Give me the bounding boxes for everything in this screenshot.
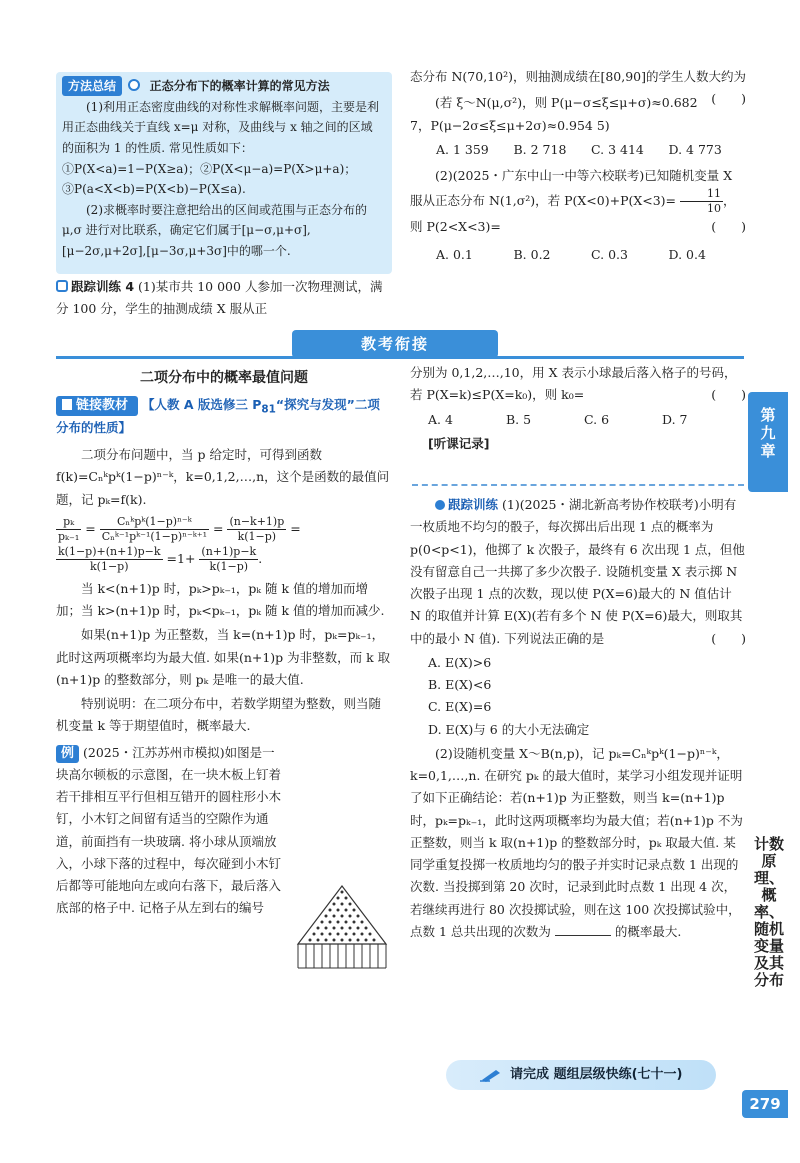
training-q1-option-c: C. E(X)=6 — [428, 699, 492, 715]
training-q2-b: 的概率最大. — [614, 923, 682, 939]
answer-blank[interactable] — [555, 923, 611, 936]
training-q1-option-d: D. E(X)与 6 的大小无法确定 — [428, 721, 590, 737]
lecture-notes-label: [听课记录] — [428, 435, 490, 451]
training-label: 跟踪训练 — [448, 497, 499, 512]
example-option-d: D. 7 — [662, 411, 688, 427]
link-ref-a: 【人教 A 版选修三 P — [142, 396, 262, 412]
training-q1-paren: ( ) — [711, 630, 746, 646]
q1-paren: ( ) — [711, 91, 746, 107]
method-summary-heading — [62, 76, 384, 97]
method-summary-p2: (2)求概率时要注意把给出的区间或范围与正态分布的 μ,σ 进行对比联系，确定它们属于[μ−σ,μ+σ],[μ−2σ,μ+2σ],[μ−3σ,μ+3σ]中的哪一个. — [62, 202, 368, 258]
pen-icon — [480, 1068, 502, 1082]
eq1-mid-num: Cₙᵏpᵏ(1−p)ⁿ⁻ᵏ — [100, 515, 209, 530]
section-divider — [56, 356, 744, 359]
q1-option-a: A. 1 359 — [436, 141, 489, 157]
training-q1-option-b: B. E(X)<6 — [428, 677, 492, 692]
lightbulb-icon — [128, 79, 140, 91]
q2-frac-num: 11 — [680, 187, 723, 202]
book-icon — [62, 399, 72, 410]
eq1-mid-den: Cₙᵏ⁻¹pᵏ⁻¹(1−p)ⁿ⁻ᵏ⁺¹ — [101, 529, 208, 543]
example-continued-text: 分别为 0,1,2,…,10，用 X 表示小球最后落入格子的号码，若 P(X=k)≤P(X=k₀)，则 k₀= — [410, 365, 737, 403]
method-summary-box — [56, 72, 392, 274]
q2-stem-a: (2)(2025・广东中山一中等六校联考)已知随机变量 X 服从正态分布 N(1,σ²)，若 P(X<0)+P(X<3)= — [410, 168, 733, 208]
eq2-a-den: k(1−p) — [90, 560, 129, 574]
q1-option-c: C. 3 414 — [591, 141, 644, 157]
link-textbook-label: 链接教材 — [76, 397, 129, 413]
training4-block — [56, 276, 392, 328]
q1-options — [410, 139, 746, 161]
q1-option-b: B. 2 718 — [513, 141, 567, 157]
q2-option-d: D. 0.4 — [668, 247, 706, 262]
q1-hint: (若 ξ～N(μ,σ²)，则 P(μ−σ≤ξ≤μ+σ)≈0.682 7，P(μ−2σ≤ξ≤μ+2σ)≈0.954 5) — [410, 95, 698, 133]
location-pin-icon — [435, 500, 445, 510]
q2-option-b: B. 0.2 — [513, 247, 551, 262]
example-paren: ( ) — [711, 387, 746, 403]
link-textbook-tag — [56, 396, 138, 416]
example-options — [410, 409, 746, 431]
eq2-b-num: (n+1)p−k — [201, 545, 257, 559]
example-option-c: C. 6 — [584, 411, 610, 427]
right-top-block — [410, 66, 746, 328]
chapter-tab[interactable] — [748, 392, 788, 492]
q2-frac-den: 10 — [707, 202, 722, 215]
eq1-lhs — [56, 515, 81, 544]
homework-banner[interactable] — [446, 1060, 716, 1090]
right-mid-block — [410, 362, 746, 480]
equation-1: $\frac{\text{pₖ}}{\text{pₖ₋₁}}$ = $\frac{\text{Cₙᵏpᵏ(1−p)ⁿ⁻ᵏ}}{\text{Cₙᵏ⁻¹pᵏ⁻¹(1−p)ⁿ⁻ᵏ⁺¹}}$ = $\frac{(n-k+1)p}{k(1-p)}$ = — [58, 514, 301, 543]
notes-divider — [412, 484, 744, 486]
left-p3: 如果(n+1)p 为正整数，当 k=(n+1)p 时，pₖ=pₖ₋₁，此时这两项概率均为最大值. 如果(n+1)p 为非整数，而 k 取(n+1)p 的整数部分，则 pₖ 是唯一的最大值. — [56, 627, 391, 687]
q2-options — [410, 244, 746, 266]
equation-2: $\frac{k(1-p)+(n+1)p-k}{k(1-p)}$ =1+ $\frac{(n+1)p-k}{k(1-p)}$ . — [58, 545, 263, 574]
link-ref-b: “探究与发现”二项分布的性质】 — [56, 396, 380, 436]
training-icon — [56, 280, 68, 292]
eq2-b-den: k(1−p) — [209, 560, 249, 574]
training-q2 — [410, 743, 746, 943]
q2-option-a: A. 0.1 — [436, 247, 473, 262]
left-p2: 当 k<(n+1)p 时，pₖ>pₖ₋₁，pₖ 随 k 值的增加而增加；当 k>(n+1)p 时，pₖ<pₖ₋₁，pₖ 随 k 值的增加而减少. — [56, 580, 385, 619]
eq1-lhs-num: pₖ — [56, 515, 81, 530]
training-q1-options — [410, 652, 746, 741]
training-q2-a: (2)设随机变量 X～B(n,p)，记 pₖ=Cₙᵏpᵏ(1−p)ⁿ⁻ᵏ，k=0,1,…,n. 在研究 pₖ 的最大值时，某学习小组发现并证明了如下正确结论：若(n+1)p 为正整数，则当 k=(n+1)p 时，pₖ=pₖ₋₁，此时这两项概率均为最大值；若(n+1)p 不为正整数，则当 k 取(n+1)p 的整数部分时，pₖ 取最大值. 某同学重复投掷一枚质地均匀的骰子并实时记录点数 1 出现的次数. 当投掷到第 20 次时，记录到此时点数 1 出现 4 次，若继续再进行 80 次投掷试验，则在这 100 次投掷试验中，点数 1 总共出现的次数为 — [410, 745, 743, 939]
training-block — [410, 494, 746, 1054]
method-summary-p1: (1)利用正态密度曲线的对称性求解概率问题，主要是利用正态曲线关于直线 x=μ 对称，及曲线与 x 轴之间的区域的面积为 1 的性质. 常见性质如下：①P(X<a)=1−P(X≥a)；②P(X<μ−a)=P(X>μ+a)；③P(a<X<b)=P(X<b)−P(X≤a). — [62, 99, 380, 197]
galton-slots — [298, 944, 386, 968]
q2-fraction — [680, 187, 723, 216]
method-summary-title: 正态分布下的概率计算的常见方法 — [149, 79, 330, 93]
method-summary-tag: 方法总结 — [62, 76, 122, 96]
eq2-one: =1+ — [166, 551, 196, 567]
example-tag: 例 — [56, 745, 79, 763]
galton-board-figure — [292, 882, 392, 974]
section-header: 教考衔接 — [292, 330, 498, 358]
eq2-b — [199, 545, 258, 574]
eq1-mid — [100, 515, 209, 544]
q2-stem-b: ，则 P(2<X<3)= — [410, 193, 736, 234]
q2-stem — [410, 165, 746, 238]
eq2-a-num: k(1−p)+(n+1)p−k — [58, 545, 161, 559]
eq1-rhs — [227, 515, 286, 544]
example-option-b: B. 5 — [506, 411, 532, 427]
eq2-a — [56, 545, 163, 574]
q2-option-c: C. 0.3 — [591, 247, 628, 262]
eq1-rhs-num: (n−k+1)p — [229, 514, 285, 528]
left-p4: 特别说明：在二项分布中，若数学期望为整数，则当随机变量 k 等于期望值时，概率最大. — [56, 696, 382, 734]
q2-paren: ( ) — [711, 218, 746, 234]
page-number: 279 — [742, 1090, 788, 1118]
section-title: 二项分布中的概率最值问题 — [140, 370, 308, 386]
example-text: (2025・江苏苏州市模拟)如图是一块高尔顿板的示意图，在一块木板上钉着若干排相互平行但相互错开的圆柱形小木钉，小木钉之间留有适当的空隙作为通道，前面挡有一块玻璃. 将小球从顶端放入，小球下落的过程中，每次碰到小木钉后都等可能地向左或向右落下，最后落入底部的格子中. 记格子从左到右的编号 — [56, 744, 282, 916]
chapter-title-vertical: 计数原理、概率、随机变量及其分布 — [754, 835, 785, 989]
example-option-a: A. 4 — [428, 411, 453, 427]
chapter-tab-text: 第九章 — [760, 406, 776, 460]
q1-option-d: D. 4 773 — [668, 141, 722, 157]
homework-banner-text: 请完成 题组层级快练(七十一) — [510, 1067, 683, 1082]
training-q1-option-a: A. E(X)>6 — [428, 654, 492, 670]
training4-text: (1)某市共 10 000 人参加一次物理测试，满分 100 分，学生的抽测成绩 X 服从正 — [56, 279, 383, 317]
eq1-rhs-den: k(1−p) — [237, 529, 277, 543]
training-q1: (1)(2025・湖北新高考协作校联考)小明有一枚质地不均匀的骰子，每次掷出后出现 1 点的概率为 p(0<p<1)，他掷了 k 次骰子，最终有 6 次出现 1 点，但他没有留意自己一共掷了多少次骰子. 设随机变量 X 表示掷 N 次骰子出现 1 点的次数，现以使 P(X=6)最大的 N 值估计 N 的取值并计算 E(X)(若有多个 N 使 P(X=6)最大，则取其中的最小 N 值). 下列说法正确的是 — [410, 497, 745, 646]
left-p1: 二项分布问题中，当 p 给定时，可得到函数 f(k)=Cₙᵏpᵏ(1−p)ⁿ⁻ᵏ，k=0,1,2,…,n，这个是函数的最值问题，记 pₖ=f(k). — [56, 447, 390, 507]
q1-stem: 态分布 N(70,10²)，则抽测成绩在[80,90]的学生人数大约为 — [410, 69, 746, 84]
link-textbook-row — [56, 395, 392, 438]
link-ref-sub: 81 — [261, 403, 276, 416]
training4-label: 跟踪训练 4 — [71, 279, 135, 294]
eq1-lhs-den: pₖ₋₁ — [58, 529, 80, 543]
